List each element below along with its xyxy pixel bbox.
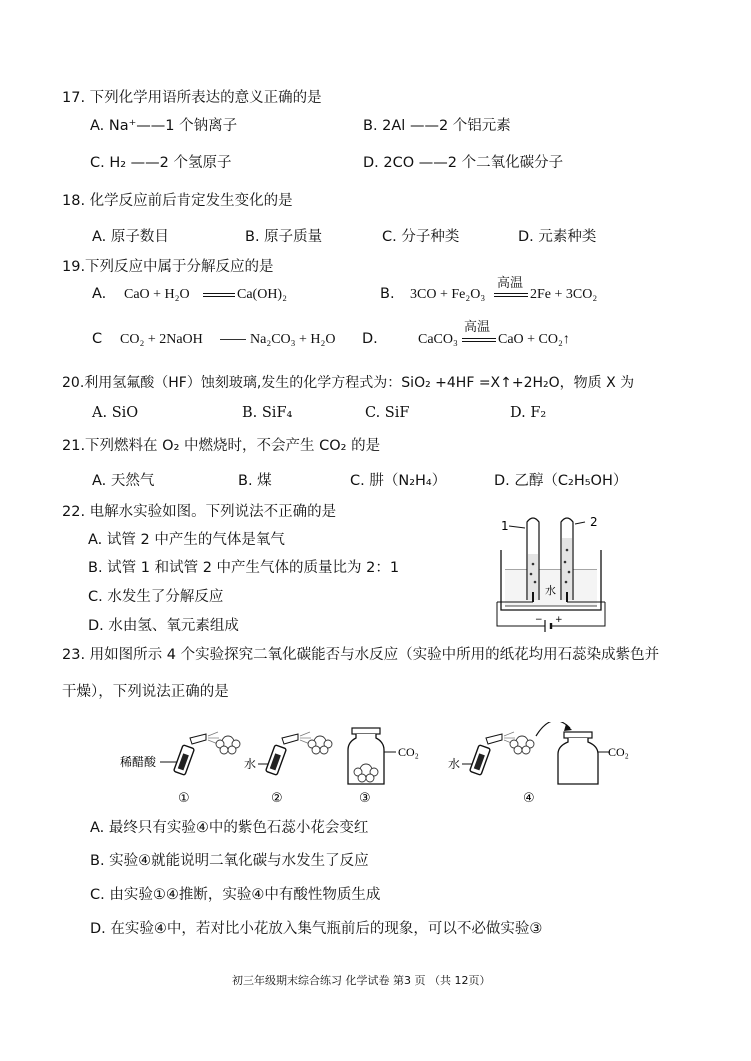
q23-option-c: C. 由实验①④推断，实验④中有酸性物质生成: [90, 887, 381, 903]
q19-c-reactants: CO₂ + 2NaOH: [120, 332, 203, 347]
q21-option-c: C. 肼（N₂H₄）: [350, 473, 447, 489]
q19-c-products: Na₂CO₃ + H₂O: [250, 332, 336, 347]
q17-option-b: B. 2Al ——2 个铝元素: [363, 118, 511, 134]
q23-stem-line-1: 23. 用如图所示 4 个实验探究二氧化碳能否与水反应（实验中所用的纸花均用石蕊染成紫色并: [62, 647, 660, 663]
spray-bottle-icon: [266, 734, 298, 775]
paper-flower-icon: [216, 736, 240, 754]
paper-flower-icon: [510, 736, 534, 754]
q17-option-a: A. Na⁺——1 个钠离子: [90, 118, 238, 134]
q17-option-c: C. H₂ ——2 个氢原子: [90, 155, 232, 171]
water-label: 水: [545, 584, 556, 597]
co2-label-4: CO₂: [608, 745, 629, 759]
q20-option-d: D. F₂: [510, 405, 547, 421]
q20-stem: 20.利用氢氟酸（HF）蚀刻玻璃,发生的化学方程式为：SiO₂ +4HF =X↑+2H₂O，物质 X 为: [62, 375, 635, 391]
electrolysis-apparatus-figure: [495, 510, 615, 635]
equals-sign: [494, 293, 528, 297]
spray-bottle-icon: [174, 734, 206, 775]
q21-option-a: A. 天然气: [92, 473, 155, 489]
q23-option-a: A. 最终只有实验④中的紫色石蕊小花会变红: [90, 820, 369, 836]
q23-stem-line-2: 干燥），下列说法正确的是: [62, 684, 229, 700]
co2-experiment-figure: [120, 722, 640, 808]
experiment-1-number: ①: [178, 791, 190, 806]
tube-2-label: 2: [590, 515, 598, 529]
q23-option-d: D. 在实验④中，若对比小花放入集气瓶前后的现象，可以不必做实验③: [90, 921, 543, 937]
q20-option-a: A. SiO: [92, 405, 139, 421]
q19-stem: 19.下列反应中属于分解反应的是: [62, 259, 274, 275]
q21-stem: 21.下列燃料在 O₂ 中燃烧时，不会产生 CO₂ 的是: [62, 438, 381, 454]
q19-option-b-label: B.: [380, 286, 395, 302]
q19-d-condition: 高温: [464, 320, 491, 335]
q21-option-d: D. 乙醇（C₂H₅OH）: [494, 473, 628, 489]
acid-label: 稀醋酸: [120, 755, 157, 769]
page-footer: 初三年级期末综合练习 化学试卷 第3 页 （共 12页）: [232, 974, 491, 987]
experiment-4-number: ④: [523, 791, 535, 806]
spray-bottle-icon: [470, 734, 502, 775]
q19-b-reactants: 3CO + Fe₂O₃: [410, 287, 486, 302]
q18-option-b: B. 原子质量: [245, 229, 323, 245]
q18-option-c: C. 分子种类: [382, 229, 460, 245]
svg-text:+: +: [555, 615, 563, 625]
q20-option-b: B. SiF₄: [242, 405, 293, 421]
q22-option-a: A. 试管 2 中产生的气体是氧气: [88, 532, 285, 548]
q22-option-b: B. 试管 1 和试管 2 中产生气体的质量比为 2：1: [88, 560, 400, 576]
q19-option-d-label: D.: [362, 331, 378, 347]
co2-label-3: CO₂: [398, 745, 419, 759]
experiment-3-number: ③: [359, 791, 371, 806]
q18-option-a: A. 原子数目: [92, 229, 169, 245]
q22-option-d: D. 水由氢、氧元素组成: [88, 618, 239, 634]
q22-stem: 22. 电解水实验如图。下列说法不正确的是: [62, 504, 337, 520]
gas-jar-icon: [558, 732, 598, 784]
water-label-2: 水: [244, 757, 257, 771]
q17-stem: 17. 下列化学用语所表达的意义正确的是: [62, 90, 322, 106]
experiment-2-number: ②: [271, 791, 283, 806]
q23-option-b: B. 实验④就能说明二氧化碳与水发生了反应: [90, 853, 369, 869]
reaction-line: [220, 339, 246, 340]
equals-sign: [462, 338, 496, 342]
q18-stem: 18. 化学反应前后肯定发生变化的是: [62, 193, 293, 209]
equals-sign: [203, 293, 235, 297]
q19-a-products: Ca(OH)₂: [237, 287, 287, 302]
water-label-4: 水: [448, 757, 461, 771]
q19-d-products: CaO + CO₂↑: [498, 332, 570, 347]
q19-b-condition: 高温: [497, 276, 524, 291]
q21-option-b: B. 煤: [238, 473, 272, 489]
q18-option-d: D. 元素种类: [518, 229, 597, 245]
q19-d-reactants: CaCO₃: [418, 332, 458, 347]
q20-option-c: C. SiF: [365, 405, 410, 421]
paper-flower-icon: [308, 736, 332, 754]
q19-option-c-label: C: [92, 331, 103, 347]
tube-1-label: 1: [501, 519, 509, 533]
q19-a-reactants: CaO + H₂O: [124, 287, 190, 302]
svg-text:−: −: [535, 615, 543, 625]
q17-option-d: D. 2CO ——2 个二氧化碳分子: [363, 155, 564, 171]
q22-option-c: C. 水发生了分解反应: [88, 589, 224, 605]
q19-option-a-label: A.: [92, 286, 107, 302]
q19-b-products: 2Fe + 3CO₂: [530, 287, 598, 302]
